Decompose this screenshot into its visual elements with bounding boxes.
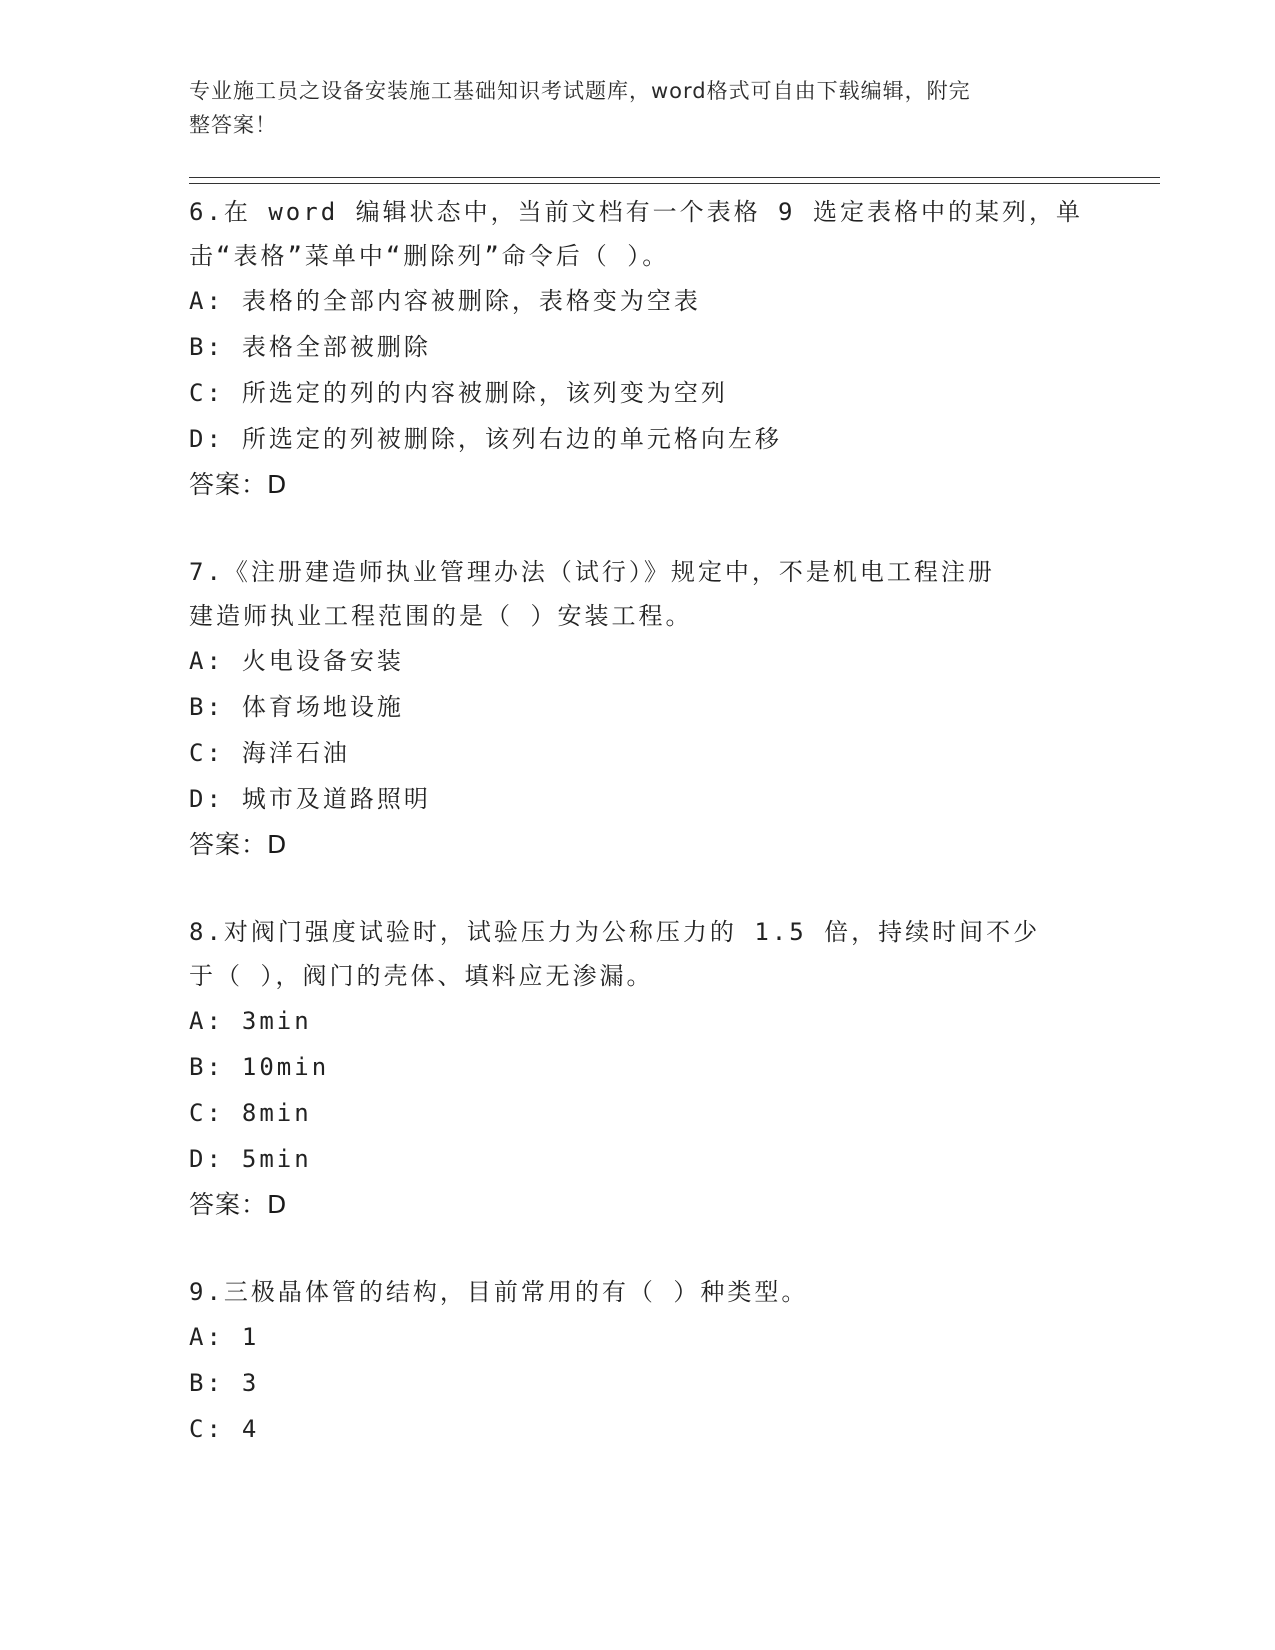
question-stem-line-1: 三极晶体管的结构，目前常用的有（ ）种类型。 xyxy=(223,1278,809,1306)
option-text: 3 xyxy=(241,1369,260,1397)
option-text: 8min xyxy=(241,1099,312,1127)
option-a xyxy=(189,278,1089,324)
option-text: 火电设备安装 xyxy=(241,647,404,675)
question-stem-line-2: 击“表格”菜单中“删除列”命令后（ ）。 xyxy=(189,242,670,270)
option-text: 1 xyxy=(241,1323,260,1351)
option-b xyxy=(189,1360,1089,1406)
option-letter: C: xyxy=(189,1415,224,1443)
option-text: 5min xyxy=(241,1145,312,1173)
question-stem-line-2: 建造师执业工程范围的是（ ）安装工程。 xyxy=(189,602,693,630)
question-9 xyxy=(189,1270,1089,1452)
question-6 xyxy=(189,190,1089,508)
question-stem-line-1: 《注册建造师执业管理办法（试行）》规定中，不是机电工程注册 xyxy=(223,558,995,586)
option-d xyxy=(189,1136,1089,1182)
option-a xyxy=(189,998,1089,1044)
option-letter: C: xyxy=(189,379,224,407)
header-divider-bottom xyxy=(189,183,1160,184)
option-letter: B: xyxy=(189,1369,224,1397)
option-b xyxy=(189,324,1089,370)
option-b xyxy=(189,684,1089,730)
question-stem-line-2: 于（ ），阀门的壳体、填料应无渗漏。 xyxy=(189,962,654,990)
header-title-line-1: 专业施工员之设备安装施工基础知识考试题库，word格式可自由下载编辑，附完 xyxy=(189,79,971,103)
option-letter: A: xyxy=(189,1323,224,1351)
answer-line: 答案：D xyxy=(189,830,288,859)
question-stem xyxy=(189,1270,1089,1314)
question-number: 8. xyxy=(189,918,224,946)
option-text: 表格全部被删除 xyxy=(241,333,431,361)
question-7 xyxy=(189,550,1089,868)
option-c xyxy=(189,1090,1089,1136)
question-stem xyxy=(189,910,1089,998)
option-letter: B: xyxy=(189,693,224,721)
option-c xyxy=(189,1406,1089,1452)
option-a xyxy=(189,638,1089,684)
option-letter: B: xyxy=(189,1053,224,1081)
option-letter: D: xyxy=(189,785,224,813)
option-letter: D: xyxy=(189,1145,224,1173)
question-number: 7. xyxy=(189,558,224,586)
question-list xyxy=(189,190,1089,1452)
option-letter: C: xyxy=(189,1099,224,1127)
option-text: 所选定的列的内容被删除，该列变为空列 xyxy=(241,379,728,407)
option-text: 体育场地设施 xyxy=(241,693,404,721)
option-text: 海洋石油 xyxy=(241,739,350,767)
option-text: 所选定的列被删除，该列右边的单元格向左移 xyxy=(241,425,782,453)
option-c xyxy=(189,370,1089,416)
option-letter: A: xyxy=(189,647,224,675)
option-a xyxy=(189,1314,1089,1360)
answer-line: 答案：D xyxy=(189,1190,288,1219)
question-8 xyxy=(189,910,1089,1228)
option-text: 城市及道路照明 xyxy=(241,785,431,813)
header-title-line-2: 整答案！ xyxy=(189,113,277,137)
question-number: 6. xyxy=(189,198,224,226)
header-divider-top xyxy=(189,177,1160,178)
question-stem xyxy=(189,550,1089,638)
answer-line: 答案：D xyxy=(189,470,288,499)
question-stem xyxy=(189,190,1089,278)
option-b xyxy=(189,1044,1089,1090)
option-text: 10min xyxy=(241,1053,330,1081)
option-letter: A: xyxy=(189,1007,224,1035)
option-d xyxy=(189,416,1089,462)
question-number: 9. xyxy=(189,1278,224,1306)
option-text: 3min xyxy=(241,1007,312,1035)
option-c xyxy=(189,730,1089,776)
question-stem-line-1: 在 word 编辑状态中，当前文档有一个表格 9 选定表格中的某列，单 xyxy=(223,198,1083,226)
option-letter: D: xyxy=(189,425,224,453)
option-text: 4 xyxy=(241,1415,260,1443)
option-letter: B: xyxy=(189,333,224,361)
document-header xyxy=(189,74,1089,142)
option-letter: A: xyxy=(189,287,224,315)
question-stem-line-1: 对阀门强度试验时，试验压力为公称压力的 1.5 倍，持续时间不少 xyxy=(223,918,1041,946)
option-text: 表格的全部内容被删除，表格变为空表 xyxy=(241,287,701,315)
option-d xyxy=(189,776,1089,822)
option-letter: C: xyxy=(189,739,224,767)
